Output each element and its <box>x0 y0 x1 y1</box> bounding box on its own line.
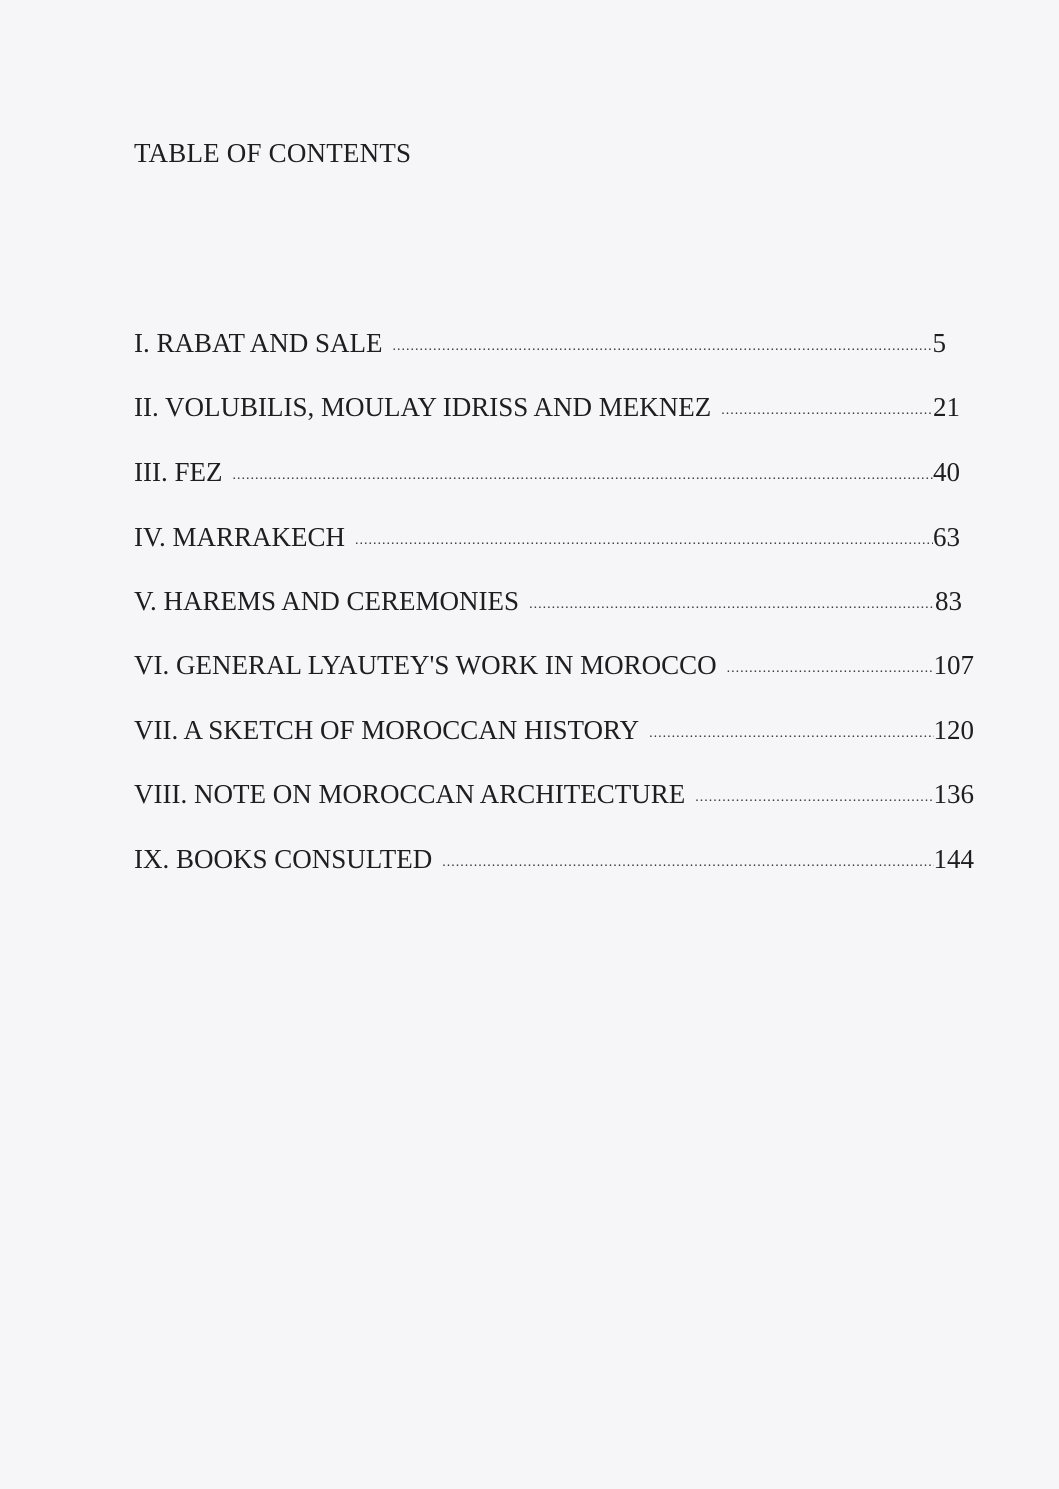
dot-leader <box>442 855 933 871</box>
toc-entry-page: 83 <box>935 586 962 616</box>
toc-entry-label: IV. MARRAKECH <box>134 522 346 552</box>
toc-entry <box>134 650 974 690</box>
toc-entry-page: 144 <box>933 844 974 874</box>
toc-entry <box>134 457 960 497</box>
toc-entry <box>134 586 962 626</box>
dot-leader <box>529 597 935 613</box>
toc-entry-page: 136 <box>933 779 974 809</box>
toc-entry-label: IX. BOOKS CONSULTED <box>134 844 433 874</box>
toc-entry-label: V. HAREMS AND CEREMONIES <box>134 586 520 616</box>
toc-entry-label: VII. A SKETCH OF MOROCCAN HISTORY <box>134 715 640 745</box>
dot-leader <box>232 468 933 484</box>
dot-leader <box>649 726 933 742</box>
toc-entry-page: 63 <box>933 522 960 552</box>
dot-leader <box>721 403 933 419</box>
toc-entry-page: 5 <box>932 328 946 358</box>
toc-entry-page: 21 <box>933 392 960 422</box>
dot-leader <box>695 790 933 806</box>
dot-leader <box>393 339 933 355</box>
toc-entry <box>134 715 974 755</box>
dot-leader <box>727 661 934 677</box>
toc-entry-label: I. RABAT AND SALE <box>134 328 383 358</box>
toc-entry <box>134 522 960 562</box>
toc-entry-page: 40 <box>933 457 960 487</box>
toc-entry-label: III. FEZ <box>134 457 223 487</box>
toc-entry <box>134 779 974 819</box>
dot-leader <box>355 533 933 549</box>
toc-entry-page: 107 <box>933 650 974 680</box>
toc-entry-label: VI. GENERAL LYAUTEY'S WORK IN MOROCCO <box>134 650 717 680</box>
toc-entry <box>134 844 974 884</box>
toc-entry-label: II. VOLUBILIS, MOULAY IDRISS AND MEKNEZ <box>134 392 712 422</box>
toc-entry <box>134 328 946 368</box>
toc-entry <box>134 392 960 432</box>
toc-entry-page: 120 <box>933 715 974 745</box>
page-title: TABLE OF CONTENTS <box>134 138 412 168</box>
toc-entry-label: VIII. NOTE ON MOROCCAN ARCHITECTURE <box>134 779 686 809</box>
